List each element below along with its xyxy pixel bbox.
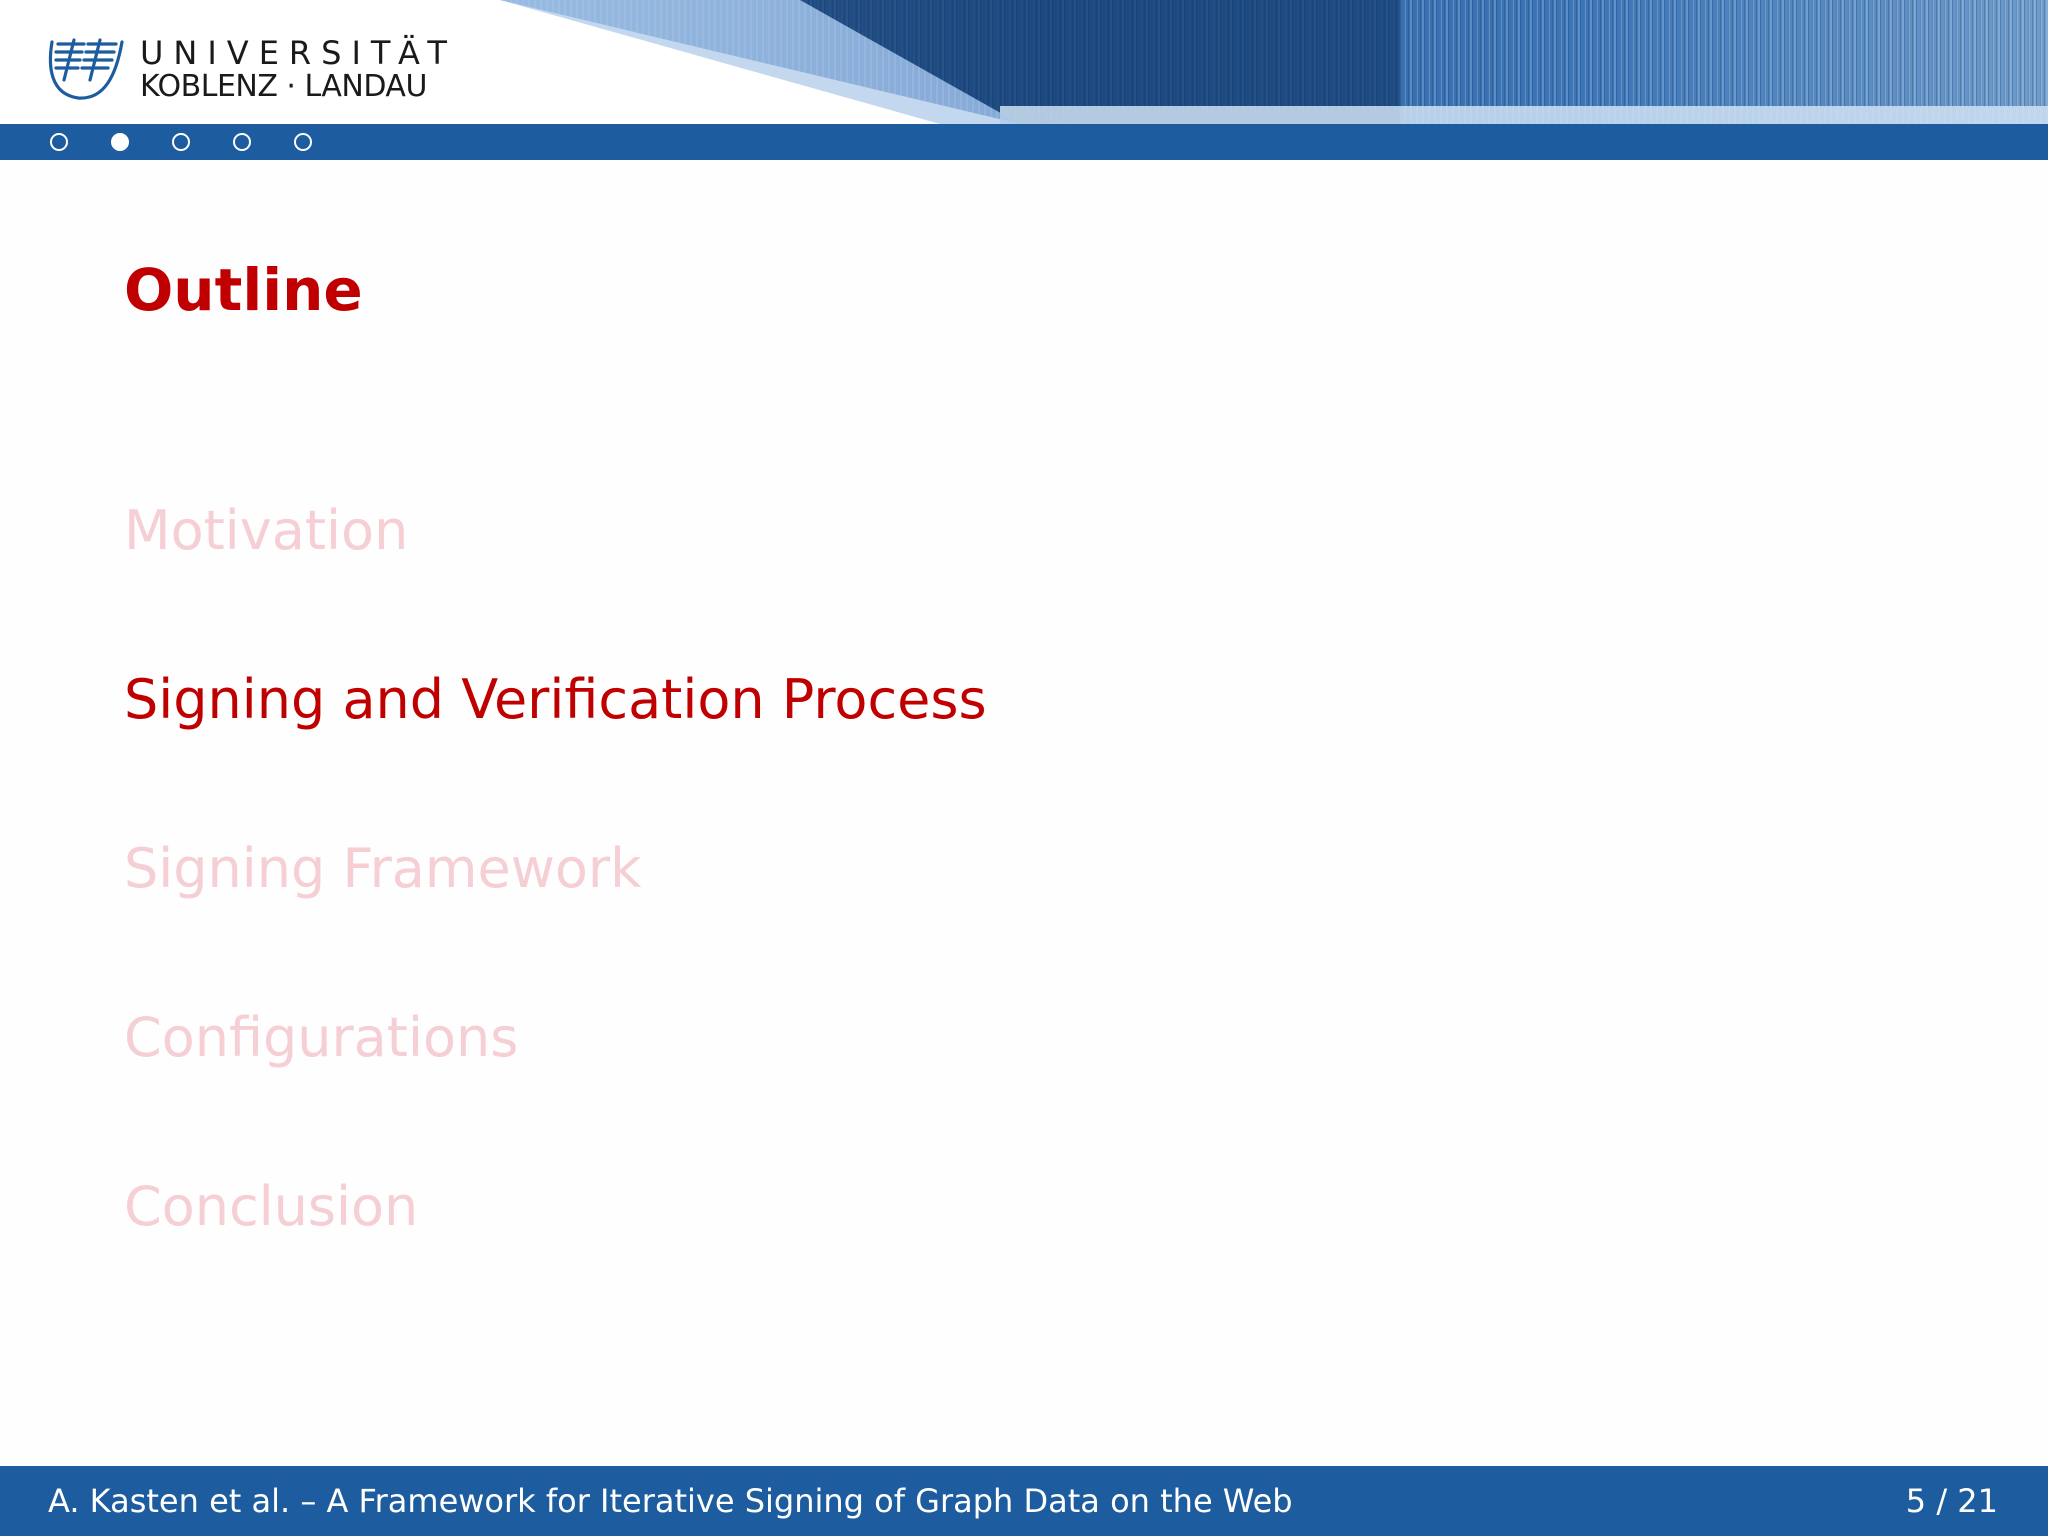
slide-footer: [0, 1466, 2048, 1536]
frame-title: Outline: [124, 256, 363, 324]
outline-item-signing-framework[interactable]: Signing Framework: [124, 837, 642, 900]
nav-dot-section-4[interactable]: [233, 133, 251, 151]
university-logo: [44, 34, 457, 104]
outline-item-conclusion[interactable]: Conclusion: [124, 1175, 419, 1238]
section-navigation-bar: [0, 124, 2048, 160]
nav-dot-section-2[interactable]: [111, 133, 129, 151]
university-emblem-icon: [44, 36, 124, 104]
outline-item-motivation[interactable]: Motivation: [124, 499, 409, 562]
nav-dot-section-5[interactable]: [294, 133, 312, 151]
outline-item-signing-and-verification-process[interactable]: Signing and Verification Process: [124, 668, 987, 731]
footer-page-number: 5 / 21: [1905, 1482, 1998, 1520]
nav-dot-section-1[interactable]: [50, 133, 68, 151]
slide-header: [0, 0, 2048, 124]
logo-text-universitaet: UNIVERSITÄT: [140, 34, 457, 72]
nav-dot-section-3[interactable]: [172, 133, 190, 151]
outline-item-configurations[interactable]: Configurations: [124, 1006, 519, 1069]
logo-text-koblenz-landau: KOBLENZ · LANDAU: [140, 69, 427, 104]
footer-author-title: A. Kasten et al. – A Framework for Iterative Signing of Graph Data on the Web: [48, 1482, 1293, 1520]
